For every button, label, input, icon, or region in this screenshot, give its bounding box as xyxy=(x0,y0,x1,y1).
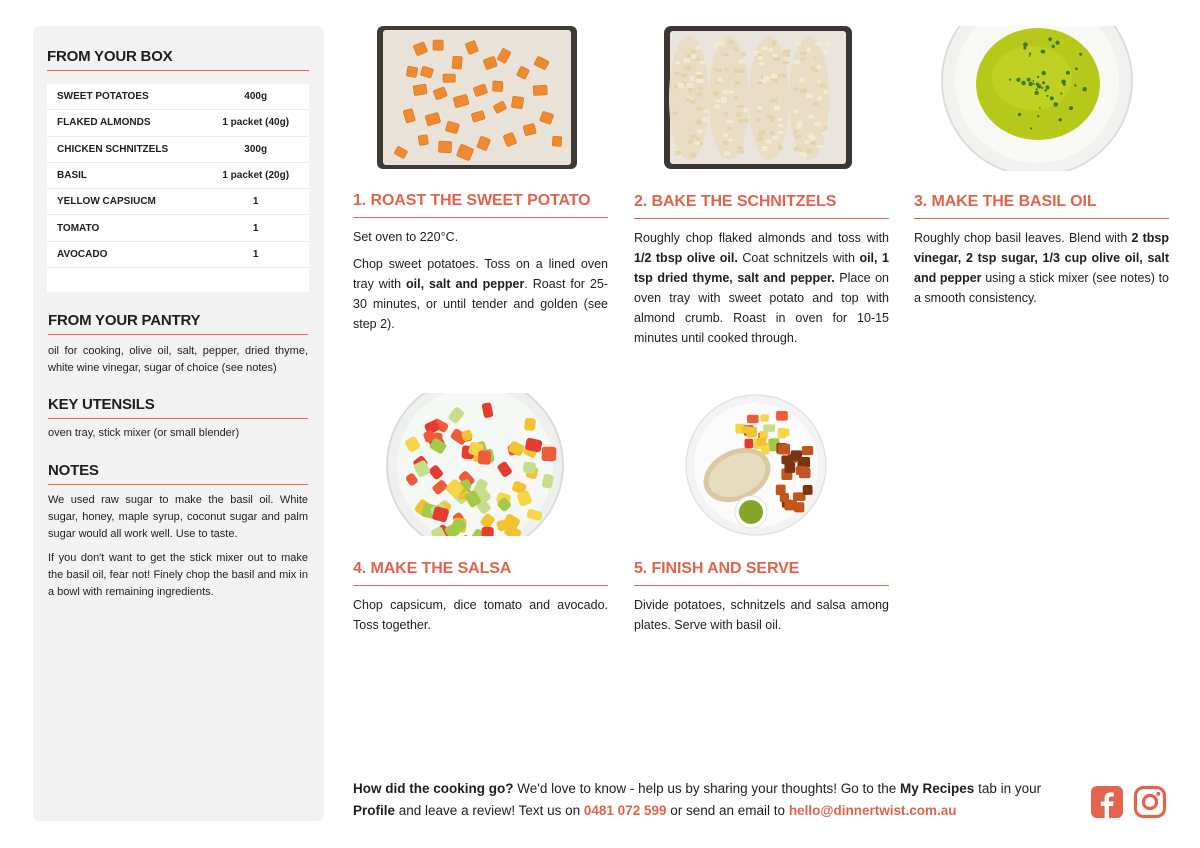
ingredient-qty: 400g xyxy=(244,91,268,103)
almond-flake xyxy=(762,146,768,151)
almond-flake xyxy=(771,99,777,103)
facebook-icon[interactable] xyxy=(1090,785,1124,819)
salsa-piece xyxy=(524,418,536,431)
almond-flake xyxy=(687,83,693,88)
instagram-icon[interactable] xyxy=(1133,785,1167,819)
almond-flake xyxy=(737,105,744,108)
almond-flake xyxy=(700,60,705,64)
ingredient-row xyxy=(47,215,309,241)
footer-bold-text: Profile xyxy=(353,803,396,818)
step-text xyxy=(353,227,608,341)
step-paragraph: Divide potatoes, schnitzels and salsa among plates. Serve with basil oil. xyxy=(634,598,889,632)
almond-flake xyxy=(696,72,702,75)
basil-fleck xyxy=(1053,102,1058,107)
notes-paragraph: We used raw sugar to make the basil oil. White sugar, honey, maple syrup, coconut sugar and palm sugar would all work well. Use to taste. xyxy=(48,494,308,540)
step-paragraph: Set oven to 220°C. xyxy=(353,230,459,244)
bold-ingredient-text: 1/2 tbsp olive oil. xyxy=(634,251,738,265)
step-paragraph xyxy=(914,228,1169,308)
step-title: 2. BAKE THE SCHNITZELS xyxy=(634,193,889,219)
notes-text xyxy=(48,492,308,608)
salsa-piece xyxy=(778,429,789,437)
almond-flake xyxy=(778,145,783,150)
almond-flake xyxy=(806,94,813,98)
almond-flake xyxy=(724,112,728,116)
bold-ingredient-text: oil, salt and pepper xyxy=(405,277,525,291)
sweet-potato-cube xyxy=(552,136,562,147)
basil-fleck xyxy=(1046,95,1048,97)
almond-flake xyxy=(774,106,780,111)
salsa-piece xyxy=(763,424,775,431)
almond-flake xyxy=(714,104,720,108)
ingredient-row xyxy=(47,84,309,110)
basil-fleck xyxy=(1042,81,1045,84)
step-title: 4. MAKE THE SALSA xyxy=(353,560,608,586)
sweet-potato-cube xyxy=(406,66,418,78)
almond-flake xyxy=(813,56,817,59)
utensils-title: KEY UTENSILS xyxy=(48,396,308,419)
basil-fleck xyxy=(1055,41,1059,45)
step-text xyxy=(914,228,1169,315)
basil-fleck xyxy=(1069,106,1073,110)
basil-fleck xyxy=(1027,78,1031,82)
sweet-potato-cube xyxy=(438,141,451,153)
almond-flake xyxy=(794,147,799,152)
almond-flake xyxy=(684,66,690,70)
almond-flake xyxy=(811,141,816,145)
basil-fleck xyxy=(1037,115,1039,117)
almond-flake xyxy=(771,74,777,79)
almond-flake xyxy=(729,91,735,94)
ingredient-name: FLAKED ALMONDS xyxy=(57,117,151,129)
sweet-potato-cube xyxy=(511,96,524,109)
almond-flake xyxy=(800,52,807,55)
plated-dish-image xyxy=(634,393,889,538)
review-footer xyxy=(353,778,1073,822)
basil-fleck xyxy=(1075,67,1078,70)
step-paragraph xyxy=(634,228,889,348)
basil-fleck xyxy=(1037,84,1041,88)
almond-flake xyxy=(736,112,741,117)
almond-flake xyxy=(675,72,680,75)
almond-flake xyxy=(727,120,733,123)
almond-flake xyxy=(825,42,830,47)
ingredient-row xyxy=(47,189,309,215)
almond-flake xyxy=(723,141,729,145)
almond-flake xyxy=(733,47,739,51)
almond-flake xyxy=(696,46,701,50)
almond-flake xyxy=(699,87,703,90)
almond-flake xyxy=(738,119,743,123)
sidebar xyxy=(33,26,324,821)
footer-bold-text: My Recipes xyxy=(900,781,975,796)
almond-flake xyxy=(741,52,746,56)
almond-flake xyxy=(795,41,801,46)
almond-flake xyxy=(757,106,763,110)
almond-flake xyxy=(817,80,821,84)
almond-flake xyxy=(756,118,761,121)
basil-fleck xyxy=(1074,84,1076,86)
basil-fleck xyxy=(1048,37,1052,41)
sweet-potato-cube xyxy=(452,56,462,69)
almond-flake xyxy=(772,136,779,140)
almond-flake xyxy=(728,40,734,43)
almond-flake xyxy=(823,50,829,55)
basil-fleck xyxy=(1029,55,1031,57)
notes-title: NOTES xyxy=(48,462,308,485)
step-text-run: Coat schnitzels with xyxy=(737,251,860,265)
basil-fleck xyxy=(1023,42,1028,47)
ingredient-qty: 1 packet (40g) xyxy=(222,117,290,129)
almond-flake xyxy=(817,65,821,69)
notes-paragraph: If you don't want to get the stick mixer out to make the basil oil, fear not! Finely chop the basil and mix in a bowl with remaining ingredients. xyxy=(48,552,308,598)
almond-flake xyxy=(799,78,805,83)
basil-fleck xyxy=(1023,46,1026,49)
almond-flake xyxy=(807,48,811,53)
ingredient-name: BASIL xyxy=(57,170,87,182)
basil-fleck xyxy=(1029,52,1031,54)
almond-flake xyxy=(717,69,722,72)
almond-flake xyxy=(675,151,681,155)
sweet-potato-cube xyxy=(796,466,808,475)
almond-flake xyxy=(823,126,827,130)
almond-flake xyxy=(769,131,774,135)
almond-flake xyxy=(793,130,797,134)
sweet-potato-cube xyxy=(533,85,547,96)
almond-flake xyxy=(690,100,696,104)
salsa-piece xyxy=(542,446,557,461)
almond-flake xyxy=(800,57,806,60)
almond-flake xyxy=(773,54,778,58)
almond-flake xyxy=(780,73,786,77)
ingredient-row xyxy=(47,242,309,268)
almond-flake xyxy=(815,122,822,126)
salsa-piece xyxy=(481,527,494,538)
basil-fleck xyxy=(1060,93,1062,95)
ingredient-qty: 1 xyxy=(252,196,259,208)
almond-flake xyxy=(683,58,690,62)
basil-fleck xyxy=(1041,87,1043,89)
basil-oil-bowl-image xyxy=(914,26,1169,171)
basil-fleck xyxy=(1040,50,1043,53)
ingredient-row xyxy=(47,137,309,163)
phone-link[interactable]: 0481 072 599 xyxy=(583,803,667,818)
almond-flake xyxy=(691,50,695,54)
basil-fleck xyxy=(1030,82,1032,84)
ingredient-name: CHICKEN SCHNITZELS xyxy=(57,143,169,155)
salsa-piece xyxy=(741,426,750,433)
almond-flake xyxy=(758,61,764,65)
basil-fleck xyxy=(1050,96,1054,100)
almond-flake xyxy=(721,97,727,101)
basil-fleck xyxy=(1066,71,1070,75)
utensils-text: oven tray, stick mixer (or small blender) xyxy=(48,427,240,439)
almond-flake xyxy=(794,59,800,64)
basil-fleck xyxy=(1037,76,1039,78)
almond-flake xyxy=(738,69,744,73)
ingredient-row xyxy=(47,163,309,189)
almond-flake xyxy=(675,61,680,64)
step-text-run: Place on oven tray with sweet potato and top with almond crumb. Roast in oven for 10-15 minutes until cooked through. xyxy=(634,271,890,345)
basil-fleck xyxy=(1033,83,1035,85)
basil-fleck xyxy=(1044,89,1047,92)
almond-flake xyxy=(757,136,763,141)
almond-flake xyxy=(733,68,738,73)
step-paragraph xyxy=(353,254,608,334)
pantry-title: FROM YOUR PANTRY xyxy=(48,312,308,335)
basil-fleck xyxy=(1041,71,1046,76)
almond-flake xyxy=(804,140,810,144)
almond-flake xyxy=(815,42,822,45)
almond-flake xyxy=(691,54,696,59)
step-paragraph: Chop capsicum, dice tomato and avocado. Toss together. xyxy=(353,598,608,632)
almond-flake xyxy=(766,140,772,144)
almond-flake xyxy=(810,136,815,140)
footer-bold-text: How did the cooking go? xyxy=(353,781,514,796)
ingredient-qty: 1 packet (20g) xyxy=(222,170,290,182)
almond-flake xyxy=(724,68,729,71)
almond-flake xyxy=(704,109,709,113)
ingredient-name: SWEET POTATOES xyxy=(57,91,149,103)
step-title: 5. FINISH AND SERVE xyxy=(634,560,889,586)
sweet-potato-cube xyxy=(802,446,813,455)
bold-ingredient-text: 2 tbsp vinegar, 2 tsp sugar, 1/3 cup olive oil, salt and pepper xyxy=(914,231,1169,285)
almond-flake xyxy=(688,139,694,143)
sweet-potato-cube xyxy=(492,81,502,92)
sweet-potato-cube xyxy=(794,502,804,512)
basil-fleck xyxy=(1058,118,1062,122)
almond-flake xyxy=(734,96,738,99)
basil-fleck xyxy=(1036,88,1038,90)
almond-flake xyxy=(690,153,696,158)
almond-flake xyxy=(693,141,700,145)
almond-flake xyxy=(743,108,747,112)
almond-flake xyxy=(797,121,803,124)
salsa-piece xyxy=(757,438,766,446)
sweet-potato-cube xyxy=(443,74,455,82)
almond-flake xyxy=(810,67,815,71)
salsa-piece xyxy=(745,439,754,448)
basil-fleck xyxy=(1082,87,1087,92)
almond-flake xyxy=(794,135,801,138)
almond-flake xyxy=(697,79,704,83)
sweet-potato-cube xyxy=(418,135,429,146)
almond-flake xyxy=(713,91,719,95)
ingredient-qty: 1 xyxy=(252,248,259,260)
almond-flake xyxy=(818,96,823,100)
almond-flake xyxy=(777,131,783,134)
almond-flake xyxy=(819,84,825,88)
almond-flake xyxy=(778,124,784,127)
almond-flake xyxy=(724,151,730,155)
basil-fleck xyxy=(1045,85,1049,89)
almond-flake xyxy=(697,129,703,133)
almond-flake xyxy=(702,117,707,122)
almond-flake xyxy=(784,49,790,52)
ingredients-table xyxy=(47,84,309,292)
sweet-potato-cube xyxy=(433,40,443,50)
almond-flake xyxy=(738,59,744,63)
sweet-potato-cube xyxy=(784,462,795,473)
almond-flake xyxy=(696,137,700,141)
almond-flake xyxy=(800,152,805,156)
step-text xyxy=(634,595,889,642)
step-text-run: Chop sweet potatoes. Toss on a lined oven tray with xyxy=(353,257,608,291)
basil-fleck xyxy=(1063,83,1066,86)
step-text-run: using a stick mixer (see notes) to a smooth consistency. xyxy=(914,271,1170,305)
almond-flake xyxy=(717,41,723,46)
step-text-run: Roughly chop basil leaves. Blend with xyxy=(914,231,1132,245)
almond-flake xyxy=(797,124,802,129)
sweet-potato-cube xyxy=(778,444,790,455)
basil-fleck xyxy=(1079,53,1082,56)
footer-text: We'd love to know - help us by sharing your thoughts! Go to the xyxy=(513,781,901,796)
almond-flake xyxy=(739,146,744,150)
basil-fleck xyxy=(1016,78,1020,82)
almond-flake xyxy=(758,56,763,60)
salsa-bowl-image xyxy=(353,393,608,538)
almond-flake xyxy=(800,89,807,93)
schnitzel-tray-image xyxy=(634,26,889,171)
salsa-piece xyxy=(776,411,788,421)
almond-flake xyxy=(680,74,686,77)
sweet-potato-tray-image xyxy=(353,26,608,171)
almond-flake xyxy=(696,120,702,125)
sweet-potato-cube xyxy=(803,485,813,495)
almond-flake xyxy=(690,76,694,81)
basil-fleck xyxy=(1032,80,1034,82)
almond-flake xyxy=(807,149,813,154)
almond-flake xyxy=(772,40,777,45)
almond-flake xyxy=(690,135,697,138)
ingredient-name: TOMATO xyxy=(57,222,100,234)
almond-flake xyxy=(761,47,767,51)
almond-flake xyxy=(724,53,729,56)
basil-fleck xyxy=(1039,107,1041,109)
almond-flake xyxy=(824,90,829,94)
from-your-box-title: FROM YOUR BOX xyxy=(47,48,309,71)
salsa-piece xyxy=(478,450,491,465)
step-text xyxy=(353,595,608,642)
almond-flake xyxy=(783,61,789,64)
almond-flake xyxy=(678,83,685,88)
almond-flake xyxy=(793,88,799,91)
basil-fleck xyxy=(1018,113,1021,116)
basil-fleck xyxy=(1021,81,1025,85)
almond-flake xyxy=(696,107,703,111)
step-title: 3. MAKE THE BASIL OIL xyxy=(914,193,1169,219)
almond-flake xyxy=(735,81,741,85)
almond-flake xyxy=(794,109,798,113)
email-link[interactable]: hello@dinnertwist.com.au xyxy=(788,803,957,818)
almond-flake xyxy=(728,126,732,130)
step-text xyxy=(634,228,889,355)
ingredient-name: YELLOW CAPSIUCM xyxy=(57,196,156,208)
ingredient-name: AVOCADO xyxy=(57,248,108,260)
almond-flake xyxy=(697,75,704,79)
almond-flake xyxy=(808,115,814,118)
almond-flake xyxy=(716,99,721,102)
step-text-run: . Roast for 25-30 minutes, or until tender and golden (see step 2). xyxy=(353,277,608,331)
almond-flake xyxy=(757,133,763,136)
bold-ingredient-text: oil, 1 tsp dried thyme, salt and pepper. xyxy=(634,251,889,285)
almond-flake xyxy=(817,145,824,148)
almond-flake xyxy=(813,102,818,106)
basil-fleck xyxy=(1030,127,1032,129)
almond-flake xyxy=(766,115,773,118)
sweet-potato-cube xyxy=(413,84,427,96)
basil-fleck xyxy=(1051,45,1054,48)
sweet-potato-cube xyxy=(791,450,802,460)
sweet-potato-cube xyxy=(780,493,789,502)
almond-flake xyxy=(742,119,749,123)
footer-text: tab in your xyxy=(974,781,1042,796)
footer-text: or send an email to xyxy=(666,803,789,818)
basil-fleck xyxy=(1034,91,1038,95)
almond-flake xyxy=(777,118,783,121)
almond-flake xyxy=(717,77,723,82)
almond-flake xyxy=(768,48,772,52)
almond-flake xyxy=(688,87,692,92)
ingredient-row xyxy=(47,110,309,136)
step-title: 1. ROAST THE SWEET POTATO xyxy=(353,192,608,218)
ingredient-qty: 1 xyxy=(252,222,259,234)
salsa-piece xyxy=(760,414,768,421)
salsa-piece xyxy=(523,461,537,474)
basil-fleck xyxy=(1009,78,1011,80)
footer-text: and leave a review! Text us on xyxy=(395,803,584,818)
almond-flake xyxy=(723,133,728,137)
almond-flake xyxy=(713,43,718,47)
step-text-run: Roughly chop flaked almonds and toss with xyxy=(634,231,889,245)
almond-flake xyxy=(738,150,745,153)
pantry-text: oil for cooking, olive oil, salt, pepper, dried thyme, white wine vinegar, sugar of choice (see notes) xyxy=(48,345,308,374)
almond-flake xyxy=(673,111,677,115)
salsa-piece xyxy=(747,415,759,423)
ingredient-qty: 300g xyxy=(244,143,268,155)
almond-flake xyxy=(723,89,729,94)
almond-flake xyxy=(697,92,703,97)
almond-flake xyxy=(758,81,763,84)
almond-flake xyxy=(772,79,779,83)
almond-flake xyxy=(821,132,827,135)
